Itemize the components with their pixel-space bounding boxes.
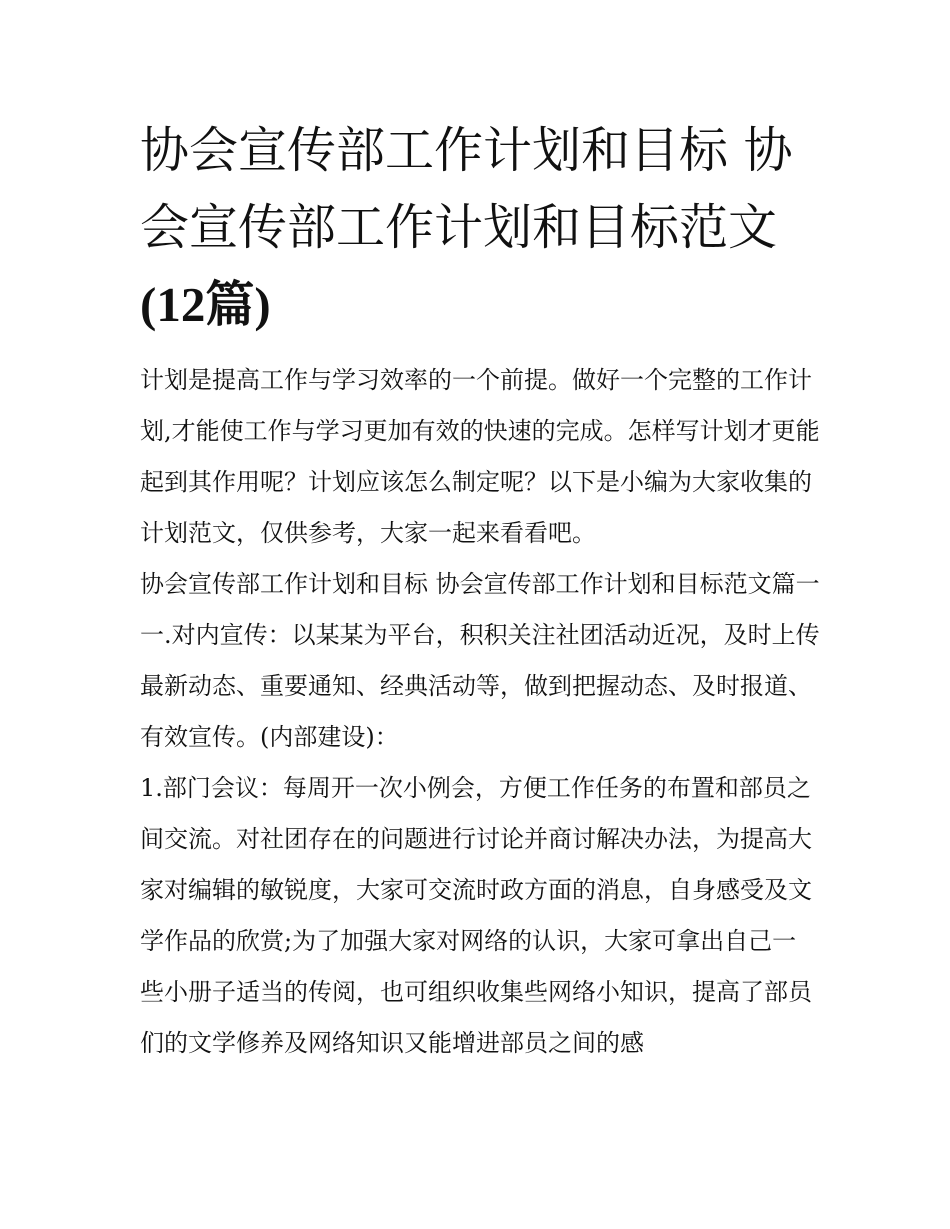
- document-title: [140, 112, 820, 343]
- body-paragraph: 一.对内宣传：以某某为平台，积积关注社团活动近况，及时上传最新动态、重要通知、经典活动等，做到把握动态、及时报道、有效宣传。(内部建设)：: [140, 621, 820, 751]
- title-count-text: (12篇): [140, 277, 271, 332]
- title-main-text: 协会宣传部工作计划和目标 协会宣传部工作计划和目标范文: [140, 122, 793, 256]
- section-heading: 协会宣传部工作计划和目标 协会宣传部工作计划和目标范文篇一: [140, 570, 820, 598]
- document-body: [140, 355, 820, 1069]
- intro-paragraph: 计划是提高工作与学习效率的一个前提。做好一个完整的工作计划,才能使工作与学习更加有效的快速的完成。怎样写计划才更能起到其作用呢？计划应该怎么制定呢？以下是小编为大家收集的计划范文，仅供参考，大家一起来看看吧。: [140, 366, 820, 547]
- body-paragraph: 1.部门会议：每周开一次小例会，方便工作任务的布置和部员之间交流。对社团存在的问题进行讨论并商讨解决办法，为提高大家对编辑的敏锐度，大家可交流时政方面的消息，自身感受及文学作品的欣赏;为了加强大家对网络的认识，大家可拿出自己一些小册子适当的传阅，也可组织收集些网络小知识，提高了部员们的文学修养及网络知识又能增进部员之间的感: [140, 774, 812, 1057]
